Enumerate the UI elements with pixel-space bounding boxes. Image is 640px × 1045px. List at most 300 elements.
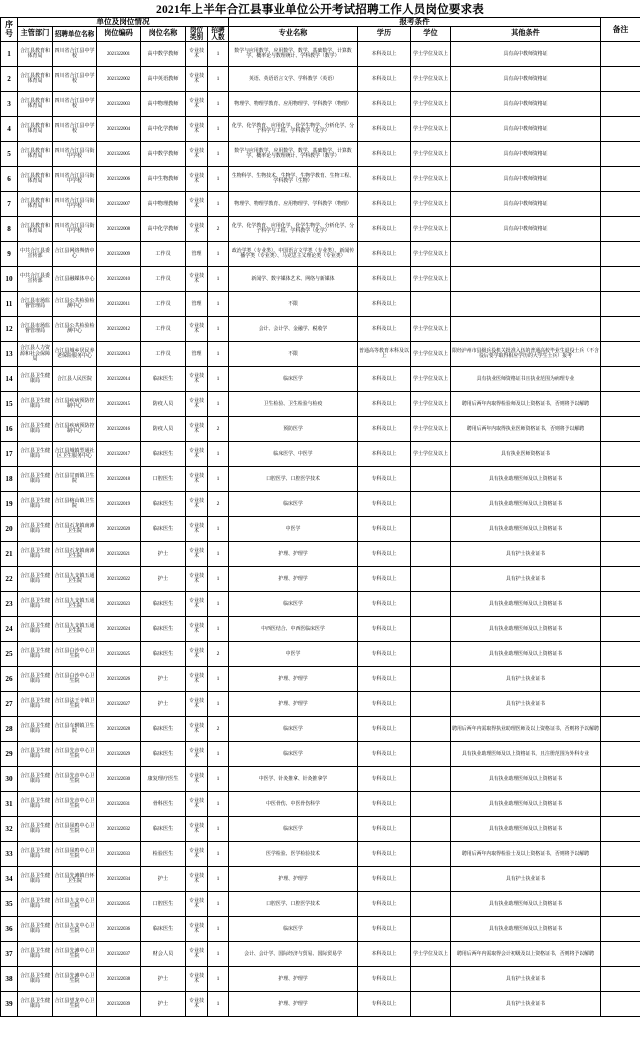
row-count: 2 — [208, 642, 229, 667]
row-dept: 合江县卫生健康局 — [18, 367, 53, 392]
col-group-serial: 序号 — [1, 18, 18, 42]
row-education: 本科及以上 — [358, 242, 411, 267]
row-education: 专科及以上 — [358, 767, 411, 792]
table-row — [1, 317, 640, 342]
row-remark — [601, 117, 640, 142]
col-group-remarks: 备注 — [601, 18, 640, 42]
row-dept: 合江县卫生健康局 — [18, 692, 53, 717]
row-remark — [601, 592, 640, 617]
row-count: 1 — [208, 917, 229, 942]
row-unit: 合江县先市中心卫生院 — [53, 767, 97, 792]
col-header-education: 学历 — [358, 27, 411, 42]
row-job-name: 临床医生 — [141, 617, 186, 642]
table-row — [1, 592, 640, 617]
row-serial: 11 — [1, 292, 18, 317]
row-job-type: 专业技术 — [186, 492, 208, 517]
row-serial: 37 — [1, 942, 18, 967]
row-job-name: 临床医生 — [141, 817, 186, 842]
row-dept: 合江县卫生健康局 — [18, 767, 53, 792]
row-major: 不限 — [229, 342, 358, 367]
row-job-type: 专业技术 — [186, 192, 208, 217]
row-education: 本科及以上 — [358, 92, 411, 117]
row-job-type: 专业技术 — [186, 592, 208, 617]
row-unit: 合江县榕山镇卫生院 — [53, 492, 97, 517]
row-degree — [411, 817, 451, 842]
row-unit: 合江县九支镇五通卫生院 — [53, 592, 97, 617]
row-code: 2021322002 — [97, 67, 141, 92]
row-degree: 学士学位及以上 — [411, 242, 451, 267]
row-remark — [601, 242, 640, 267]
table-row — [1, 692, 640, 717]
row-job-type: 专业技术 — [186, 92, 208, 117]
row-code: 2021322003 — [97, 92, 141, 117]
row-degree: 学士学位及以上 — [411, 392, 451, 417]
row-other: 具有执业助理医师及以上资格证书 — [451, 892, 601, 917]
row-unit: 合江县甘雨镇卫生院 — [53, 467, 97, 492]
row-job-type: 专业技术 — [186, 42, 208, 67]
row-remark — [601, 617, 640, 642]
row-job-name: 护士 — [141, 992, 186, 1017]
row-education: 普通高等教育本科及以上 — [358, 342, 411, 367]
row-education: 本科及以上 — [358, 167, 411, 192]
row-job-name: 护士 — [141, 867, 186, 892]
row-code: 2021322024 — [97, 617, 141, 642]
row-code: 2021322028 — [97, 717, 141, 742]
row-job-name: 康复理疗医生 — [141, 767, 186, 792]
row-education: 专科及以上 — [358, 917, 411, 942]
row-other: 具有护士执业证书 — [451, 992, 601, 1017]
row-serial: 19 — [1, 492, 18, 517]
row-degree: 学士学位及以上 — [411, 42, 451, 67]
row-serial: 33 — [1, 842, 18, 867]
table-row — [1, 717, 640, 742]
row-other: 具有高中教师资格证 — [451, 92, 601, 117]
table-row — [1, 542, 640, 567]
row-dept: 合江县卫生健康局 — [18, 942, 53, 967]
row-count: 1 — [208, 792, 229, 817]
row-unit: 合江县先市中心卫生院 — [53, 792, 97, 817]
row-job-name: 临床医生 — [141, 642, 186, 667]
row-other: 具有高中教师资格证 — [451, 67, 601, 92]
row-major: 数学与应用数学、应用数学、数学、基础数学、计算数学、概率论与数理统计、学科教学（数学） — [229, 142, 358, 167]
row-job-type: 专业技术 — [186, 817, 208, 842]
row-job-name: 临床医生 — [141, 742, 186, 767]
row-unit: 合江县先滩镇自怀卫生院 — [53, 867, 97, 892]
row-job-name: 护士 — [141, 567, 186, 592]
row-major: 中西医结合、中西医临床医学 — [229, 617, 358, 642]
row-job-name: 骨科医生 — [141, 792, 186, 817]
row-remark — [601, 967, 640, 992]
row-other: 具有执业助理医师及以上资格证书 — [451, 817, 601, 842]
row-education: 本科及以上 — [358, 142, 411, 167]
table-row — [1, 442, 640, 467]
row-dept: 合江县卫生健康局 — [18, 567, 53, 592]
row-job-type: 专业技术 — [186, 567, 208, 592]
row-job-name: 临床医生 — [141, 917, 186, 942]
row-degree — [411, 767, 451, 792]
row-count: 1 — [208, 317, 229, 342]
row-dept: 合江县教育和体育局 — [18, 117, 53, 142]
row-remark — [601, 767, 640, 792]
row-dept: 合江县卫生健康局 — [18, 742, 53, 767]
row-dept: 合江县卫生健康局 — [18, 617, 53, 642]
row-unit: 合江县疾病预防控制中心 — [53, 417, 97, 442]
row-dept: 合江县市场监督管理局 — [18, 292, 53, 317]
row-code: 2021322012 — [97, 317, 141, 342]
row-dept: 合江县卫生健康局 — [18, 642, 53, 667]
col-header-unit: 招聘单位名称 — [53, 27, 97, 42]
page-title: 2021年上半年合江县事业单位公开考试招聘工作人员岗位要求表 — [156, 3, 484, 16]
row-count: 1 — [208, 967, 229, 992]
row-job-type: 专业技术 — [186, 792, 208, 817]
table-row — [1, 492, 640, 517]
row-job-name: 工作员 — [141, 292, 186, 317]
row-major: 口腔医学、口腔医学技术 — [229, 467, 358, 492]
row-unit: 四川省合江县马街中学校 — [53, 142, 97, 167]
row-remark — [601, 167, 640, 192]
table-row — [1, 892, 640, 917]
table-row — [1, 992, 640, 1017]
row-serial: 13 — [1, 342, 18, 367]
row-major: 生物科学、生物技术、生物学、生物学教育、生物工程、学科教学（生物） — [229, 167, 358, 192]
row-remark — [601, 442, 640, 467]
row-job-type: 专业技术 — [186, 542, 208, 567]
row-code: 2021322004 — [97, 117, 141, 142]
table-row — [1, 267, 640, 292]
row-other: 具有高中教师资格证 — [451, 142, 601, 167]
row-other — [451, 317, 601, 342]
row-unit: 四川省合江县马街中学校 — [53, 192, 97, 217]
col-header-dept: 主管部门 — [18, 27, 53, 42]
row-job-type: 管理 — [186, 342, 208, 367]
row-unit: 四川省合江县马街中学校 — [53, 217, 97, 242]
col-header-degree: 学位 — [411, 27, 451, 42]
row-major: 化学、化学教育、应用化学、化学生物学、分析化学、分子科学与工程、学科教学（化学） — [229, 217, 358, 242]
row-remark — [601, 492, 640, 517]
row-dept: 合江县教育和体育局 — [18, 192, 53, 217]
row-job-name: 高中物理教师 — [141, 92, 186, 117]
document-title-bar — [0, 0, 640, 18]
row-degree: 学士学位及以上 — [411, 942, 451, 967]
row-degree — [411, 717, 451, 742]
row-serial: 4 — [1, 117, 18, 142]
table-head — [1, 18, 640, 42]
row-serial: 39 — [1, 992, 18, 1017]
table-row — [1, 292, 640, 317]
row-other: 具有高中教师资格证 — [451, 217, 601, 242]
row-dept: 合江县卫生健康局 — [18, 492, 53, 517]
row-job-type: 管理 — [186, 242, 208, 267]
row-job-name: 临床医生 — [141, 592, 186, 617]
row-degree — [411, 592, 451, 617]
row-education: 专科及以上 — [358, 817, 411, 842]
row-unit: 合江县人民医院 — [53, 367, 97, 392]
row-serial: 12 — [1, 317, 18, 342]
row-code: 2021322027 — [97, 692, 141, 717]
row-count: 1 — [208, 117, 229, 142]
col-header-job-name: 岗位名称 — [141, 27, 186, 42]
row-unit: 四川省合江县中学校 — [53, 67, 97, 92]
row-job-type: 管理 — [186, 292, 208, 317]
row-code: 2021322006 — [97, 167, 141, 192]
row-other: 具有护士执业证书 — [451, 692, 601, 717]
row-code: 2021322001 — [97, 42, 141, 67]
row-serial: 7 — [1, 192, 18, 217]
row-count: 2 — [208, 417, 229, 442]
row-serial: 32 — [1, 817, 18, 842]
row-serial: 20 — [1, 517, 18, 542]
row-serial: 22 — [1, 567, 18, 592]
row-serial: 24 — [1, 617, 18, 642]
row-serial: 2 — [1, 67, 18, 92]
row-remark — [601, 542, 640, 567]
row-remark — [601, 642, 640, 667]
row-remark — [601, 67, 640, 92]
row-degree — [411, 567, 451, 592]
row-dept: 合江县卫生健康局 — [18, 892, 53, 917]
row-count: 1 — [208, 517, 229, 542]
row-degree: 学士学位及以上 — [411, 142, 451, 167]
row-job-type: 专业技术 — [186, 167, 208, 192]
row-count: 1 — [208, 367, 229, 392]
table-row — [1, 167, 640, 192]
row-education: 本科及以上 — [358, 292, 411, 317]
row-education: 本科及以上 — [358, 192, 411, 217]
row-remark — [601, 267, 640, 292]
row-code: 2021322026 — [97, 667, 141, 692]
row-major: 临床医学 — [229, 592, 358, 617]
row-education: 专科及以上 — [358, 842, 411, 867]
col-header-other: 其他条件 — [451, 27, 601, 42]
row-remark — [601, 217, 640, 242]
row-education: 本科及以上 — [358, 442, 411, 467]
row-job-name: 高中化学教师 — [141, 117, 186, 142]
row-dept: 合江县卫生健康局 — [18, 867, 53, 892]
row-dept: 中共合江县委宣传部 — [18, 267, 53, 292]
row-serial: 23 — [1, 592, 18, 617]
row-unit: 合江县九支镇五通卫生院 — [53, 567, 97, 592]
row-remark — [601, 867, 640, 892]
row-education: 本科及以上 — [358, 367, 411, 392]
table-row — [1, 517, 640, 542]
row-serial: 10 — [1, 267, 18, 292]
table-row — [1, 842, 640, 867]
row-count: 1 — [208, 92, 229, 117]
row-other: 具有护士执业证书 — [451, 867, 601, 892]
row-serial: 5 — [1, 142, 18, 167]
table-row — [1, 917, 640, 942]
row-code: 2021322023 — [97, 592, 141, 617]
table-row — [1, 92, 640, 117]
row-job-type: 专业技术 — [186, 467, 208, 492]
col-header-count: 招聘人数 — [208, 27, 229, 42]
row-count: 1 — [208, 592, 229, 617]
row-dept: 合江县教育和体育局 — [18, 217, 53, 242]
row-job-name: 防疫人员 — [141, 417, 186, 442]
row-job-type: 专业技术 — [186, 642, 208, 667]
row-unit: 合江县凤鸣中心卫生院 — [53, 842, 97, 867]
row-degree — [411, 967, 451, 992]
row-count: 1 — [208, 442, 229, 467]
row-job-name: 护士 — [141, 692, 186, 717]
row-count: 1 — [208, 292, 229, 317]
row-dept: 合江县卫生健康局 — [18, 517, 53, 542]
row-degree — [411, 542, 451, 567]
row-serial: 27 — [1, 692, 18, 717]
row-major: 中医学 — [229, 517, 358, 542]
row-unit: 合江县先市中心卫生院 — [53, 742, 97, 767]
row-unit: 合江县凤鸣中心卫生院 — [53, 817, 97, 842]
col-header-job-type: 岗位类别 — [186, 27, 208, 42]
row-major: 物理学、物理学教育、应用物理学、学科教学（物理） — [229, 92, 358, 117]
row-job-type: 专业技术 — [186, 667, 208, 692]
row-other: 聘用后两年内需取得执业助理医师及以上资格证书，否则将予以解聘 — [451, 717, 601, 742]
row-count: 1 — [208, 392, 229, 417]
table-row — [1, 667, 640, 692]
row-degree: 学士学位及以上 — [411, 117, 451, 142]
row-major: 预防医学 — [229, 417, 358, 442]
row-major: 护理、护理学 — [229, 992, 358, 1017]
row-major: 护理、护理学 — [229, 692, 358, 717]
table-group-header-row — [1, 18, 640, 27]
row-count: 1 — [208, 942, 229, 967]
table-row — [1, 142, 640, 167]
row-other: 具有执业助理医师及以上资格证书 — [451, 617, 601, 642]
row-remark — [601, 392, 640, 417]
row-major: 新闻学、数字媒体艺术、网络与新媒体 — [229, 267, 358, 292]
row-degree — [411, 792, 451, 817]
row-other — [451, 292, 601, 317]
row-degree — [411, 667, 451, 692]
row-code: 2021322008 — [97, 217, 141, 242]
row-serial: 35 — [1, 892, 18, 917]
row-job-type: 专业技术 — [186, 317, 208, 342]
row-education: 专科及以上 — [358, 967, 411, 992]
row-degree: 学士学位及以上 — [411, 442, 451, 467]
row-serial: 31 — [1, 792, 18, 817]
row-job-name: 工作员 — [141, 342, 186, 367]
row-serial: 17 — [1, 442, 18, 467]
row-code: 2021322038 — [97, 967, 141, 992]
row-job-name: 防疫人员 — [141, 392, 186, 417]
table-row — [1, 617, 640, 642]
row-job-type: 专业技术 — [186, 142, 208, 167]
row-dept: 合江县卫生健康局 — [18, 842, 53, 867]
row-job-type: 专业技术 — [186, 417, 208, 442]
row-code: 2021322033 — [97, 842, 141, 867]
row-code: 2021322035 — [97, 892, 141, 917]
row-unit: 合江县白沙中心卫生院 — [53, 642, 97, 667]
table-row — [1, 67, 640, 92]
row-count: 1 — [208, 267, 229, 292]
row-education: 专科及以上 — [358, 567, 411, 592]
row-unit: 四川省合江县中学校 — [53, 92, 97, 117]
table-row — [1, 767, 640, 792]
row-dept: 合江县卫生健康局 — [18, 392, 53, 417]
row-other: 聘用后两年内需取得会计初级及以上资格证书，否则将予以解聘 — [451, 942, 601, 967]
row-degree: 学士学位及以上 — [411, 367, 451, 392]
row-job-name: 工作员 — [141, 317, 186, 342]
row-remark — [601, 317, 640, 342]
row-remark — [601, 567, 640, 592]
row-unit: 合江县融媒体中心 — [53, 267, 97, 292]
table-row — [1, 192, 640, 217]
row-remark — [601, 292, 640, 317]
row-unit: 合江县先滩中心卫生院 — [53, 942, 97, 967]
row-major: 护理、护理学 — [229, 867, 358, 892]
row-remark — [601, 892, 640, 917]
row-count: 1 — [208, 42, 229, 67]
row-code: 2021322025 — [97, 642, 141, 667]
row-education: 专科及以上 — [358, 792, 411, 817]
row-remark — [601, 742, 640, 767]
table-row — [1, 117, 640, 142]
row-education: 本科及以上 — [358, 217, 411, 242]
row-job-type: 专业技术 — [186, 992, 208, 1017]
row-unit: 合江县城镇型通社区卫生服务中心 — [53, 442, 97, 467]
row-degree — [411, 517, 451, 542]
row-serial: 30 — [1, 767, 18, 792]
row-job-type: 专业技术 — [186, 267, 208, 292]
col-header-major: 专业名称 — [229, 27, 358, 42]
row-job-type: 专业技术 — [186, 942, 208, 967]
table-body — [1, 42, 640, 1017]
row-job-name: 财会人员 — [141, 942, 186, 967]
row-job-name: 高中物理教师 — [141, 192, 186, 217]
row-remark — [601, 667, 640, 692]
row-count: 1 — [208, 192, 229, 217]
row-remark — [601, 417, 640, 442]
row-remark — [601, 142, 640, 167]
row-job-name: 高中数学教师 — [141, 42, 186, 67]
row-code: 2021322030 — [97, 767, 141, 792]
row-job-name: 高中数学教师 — [141, 142, 186, 167]
row-dept: 合江县卫生健康局 — [18, 717, 53, 742]
row-code: 2021322034 — [97, 867, 141, 892]
row-job-name: 临床医生 — [141, 442, 186, 467]
row-code: 2021322019 — [97, 492, 141, 517]
row-degree: 学士学位及以上 — [411, 267, 451, 292]
row-other: 具有护士执业证书 — [451, 667, 601, 692]
row-other: 具有高中教师资格证 — [451, 42, 601, 67]
row-degree — [411, 742, 451, 767]
row-serial: 15 — [1, 392, 18, 417]
row-degree: 学士学位及以上 — [411, 67, 451, 92]
row-education: 专科及以上 — [358, 692, 411, 717]
row-other: 具有高中教师资格证 — [451, 167, 601, 192]
row-major: 临床医学 — [229, 917, 358, 942]
row-other: 聘用后两年内取得执业医师资格证书，否则将予以解聘 — [451, 417, 601, 442]
table-row — [1, 942, 640, 967]
row-count: 2 — [208, 717, 229, 742]
row-degree — [411, 292, 451, 317]
row-remark — [601, 342, 640, 367]
row-remark — [601, 992, 640, 1017]
row-job-type: 专业技术 — [186, 367, 208, 392]
row-other: 具有执业助理医师及以上资格证书 — [451, 592, 601, 617]
row-degree: 学士学位及以上 — [411, 192, 451, 217]
table-row — [1, 342, 640, 367]
row-job-type: 专业技术 — [186, 217, 208, 242]
row-remark — [601, 792, 640, 817]
row-job-name: 工作员 — [141, 242, 186, 267]
row-education: 专科及以上 — [358, 892, 411, 917]
table-row — [1, 242, 640, 267]
row-code: 2021322011 — [97, 292, 141, 317]
row-dept: 合江县人力资源和社会保障局 — [18, 342, 53, 367]
row-unit: 四川省合江县马街中学校 — [53, 167, 97, 192]
row-remark — [601, 517, 640, 542]
